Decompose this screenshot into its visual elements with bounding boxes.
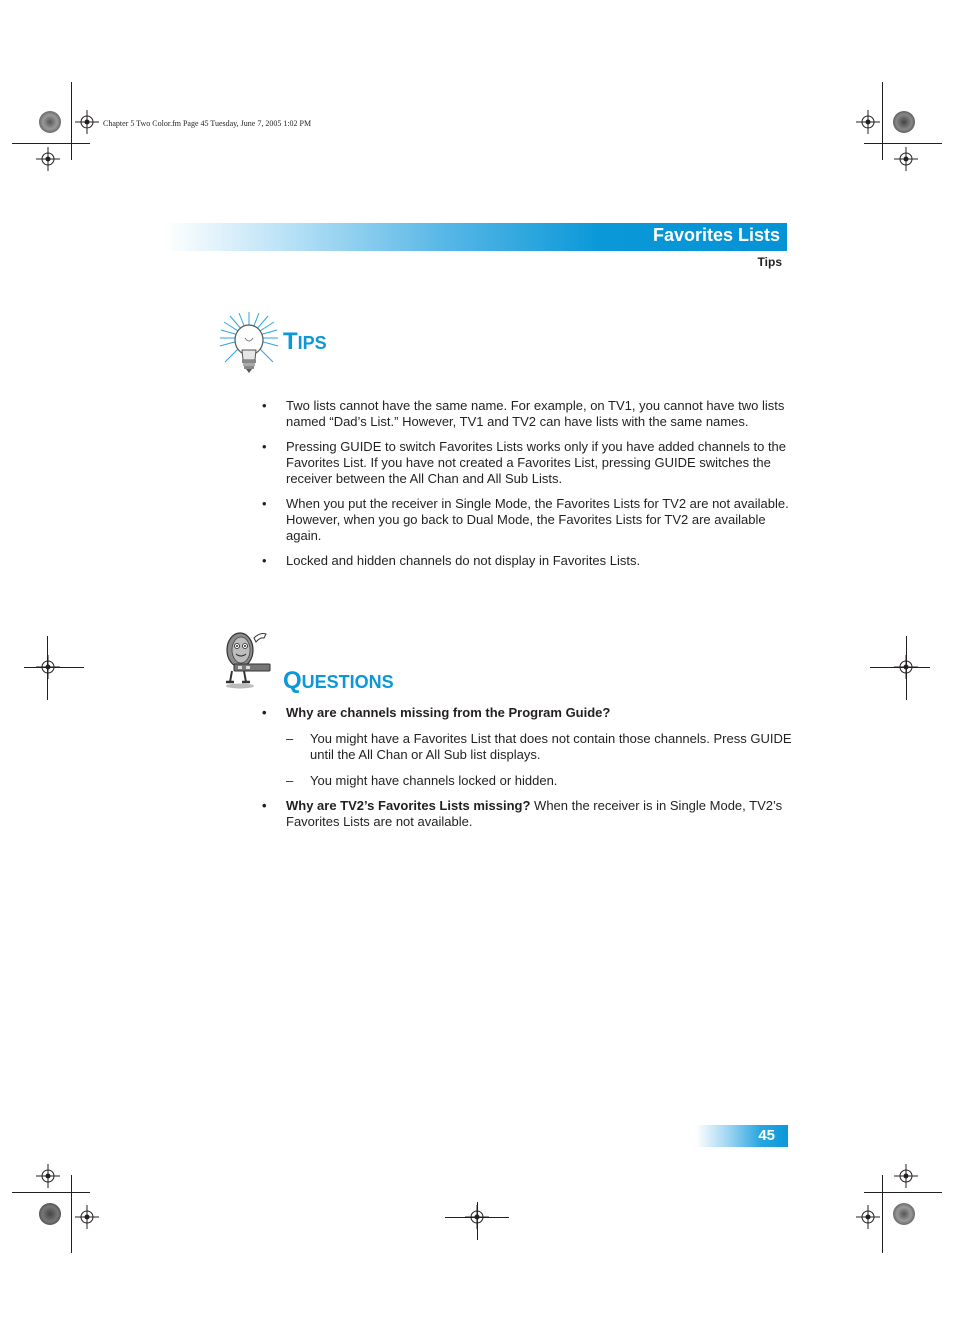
lightbulb-icon xyxy=(218,310,280,376)
dash: – xyxy=(286,731,294,746)
answer-text: You might have a Favorites List that does not contain those channels. Press GUIDE until the All Chan or All Sub list displays. xyxy=(310,731,792,762)
list-item xyxy=(262,773,792,789)
crop-line xyxy=(864,143,942,144)
list-item xyxy=(262,731,792,763)
tips-heading xyxy=(283,328,327,356)
crop-line xyxy=(445,1217,509,1218)
crop-line xyxy=(882,1175,883,1253)
page-subtitle: Tips xyxy=(757,255,782,269)
list-item xyxy=(262,705,792,721)
tip-text: Pressing GUIDE to switch Favorites Lists works only if you have added channels to the Favorites List. If you have not created a Favorites List, pressing GUIDE switches the receiver between the All Chan and All Sub Lists. xyxy=(286,439,787,486)
registration-mark-icon xyxy=(36,1164,60,1188)
bullet: • xyxy=(262,398,267,413)
list-item xyxy=(262,439,792,487)
list-item xyxy=(262,553,792,569)
bullet: • xyxy=(262,798,267,813)
tip-text: Locked and hidden channels do not display in Favorites Lists. xyxy=(286,553,641,568)
crop-line xyxy=(906,636,907,700)
color-target-icon xyxy=(893,111,915,133)
color-target-icon xyxy=(39,111,61,133)
page-number: 45 xyxy=(758,1127,775,1144)
registration-mark-icon xyxy=(856,1205,880,1229)
color-target-icon xyxy=(893,1203,915,1225)
tip-text: When you put the receiver in Single Mode, the Favorites Lists for TV2 are not available. However, when you go back to Dual Mode, the Favorites Lists for TV2 are available again. xyxy=(286,496,789,543)
print-slug: Chapter 5 Two Color.fm Page 45 Tuesday, June 7, 2005 1:02 PM xyxy=(103,119,312,128)
tips-list xyxy=(262,398,792,569)
answer-text: You might have channels locked or hidden. xyxy=(310,773,558,788)
registration-mark-icon xyxy=(894,1164,918,1188)
crop-line xyxy=(47,636,48,700)
question-text: Why are TV2’s Favorites Lists missing? xyxy=(286,798,531,813)
color-target-icon xyxy=(39,1203,61,1225)
dash: – xyxy=(286,773,294,788)
crop-line xyxy=(870,667,930,668)
bullet: • xyxy=(262,553,267,568)
bullet: • xyxy=(262,439,267,454)
registration-mark-icon xyxy=(75,110,99,134)
crop-line xyxy=(12,1192,90,1193)
questions-heading-rest: UESTIONS xyxy=(301,672,394,692)
crop-line xyxy=(71,1175,72,1253)
page-number-tab xyxy=(696,1125,788,1147)
list-item xyxy=(262,496,792,544)
list-item xyxy=(262,798,792,830)
registration-mark-icon xyxy=(36,147,60,171)
header-bar xyxy=(165,223,787,251)
crop-line xyxy=(24,667,84,668)
crop-line xyxy=(12,143,90,144)
bullet: • xyxy=(262,496,267,511)
tips-heading-initial: T xyxy=(283,328,298,355)
bullet: • xyxy=(262,705,267,720)
crop-line xyxy=(882,82,883,160)
list-item xyxy=(262,398,792,430)
questions-list xyxy=(262,705,792,830)
questions-heading-initial: Q xyxy=(283,667,302,694)
questions-heading xyxy=(283,667,394,695)
answer-text: When the receiver is in Single Mode, TV2’s Favorites Lists are not available. xyxy=(286,798,783,829)
question-text: Why are channels missing from the Program Guide? xyxy=(286,705,611,720)
crop-line xyxy=(71,82,72,160)
tip-text: Two lists cannot have the same name. For example, on TV1, you cannot have two lists named “Dad’s List.” However, TV1 and TV2 can have lists with the same names. xyxy=(286,398,785,429)
page-title: Favorites Lists xyxy=(652,225,780,245)
crop-line xyxy=(477,1202,478,1240)
satellite-dish-mascot-icon xyxy=(220,628,272,690)
registration-mark-icon xyxy=(894,147,918,171)
tips-heading-rest: IPS xyxy=(297,333,327,353)
crop-line xyxy=(864,1192,942,1193)
registration-mark-icon xyxy=(75,1205,99,1229)
registration-mark-icon xyxy=(856,110,880,134)
